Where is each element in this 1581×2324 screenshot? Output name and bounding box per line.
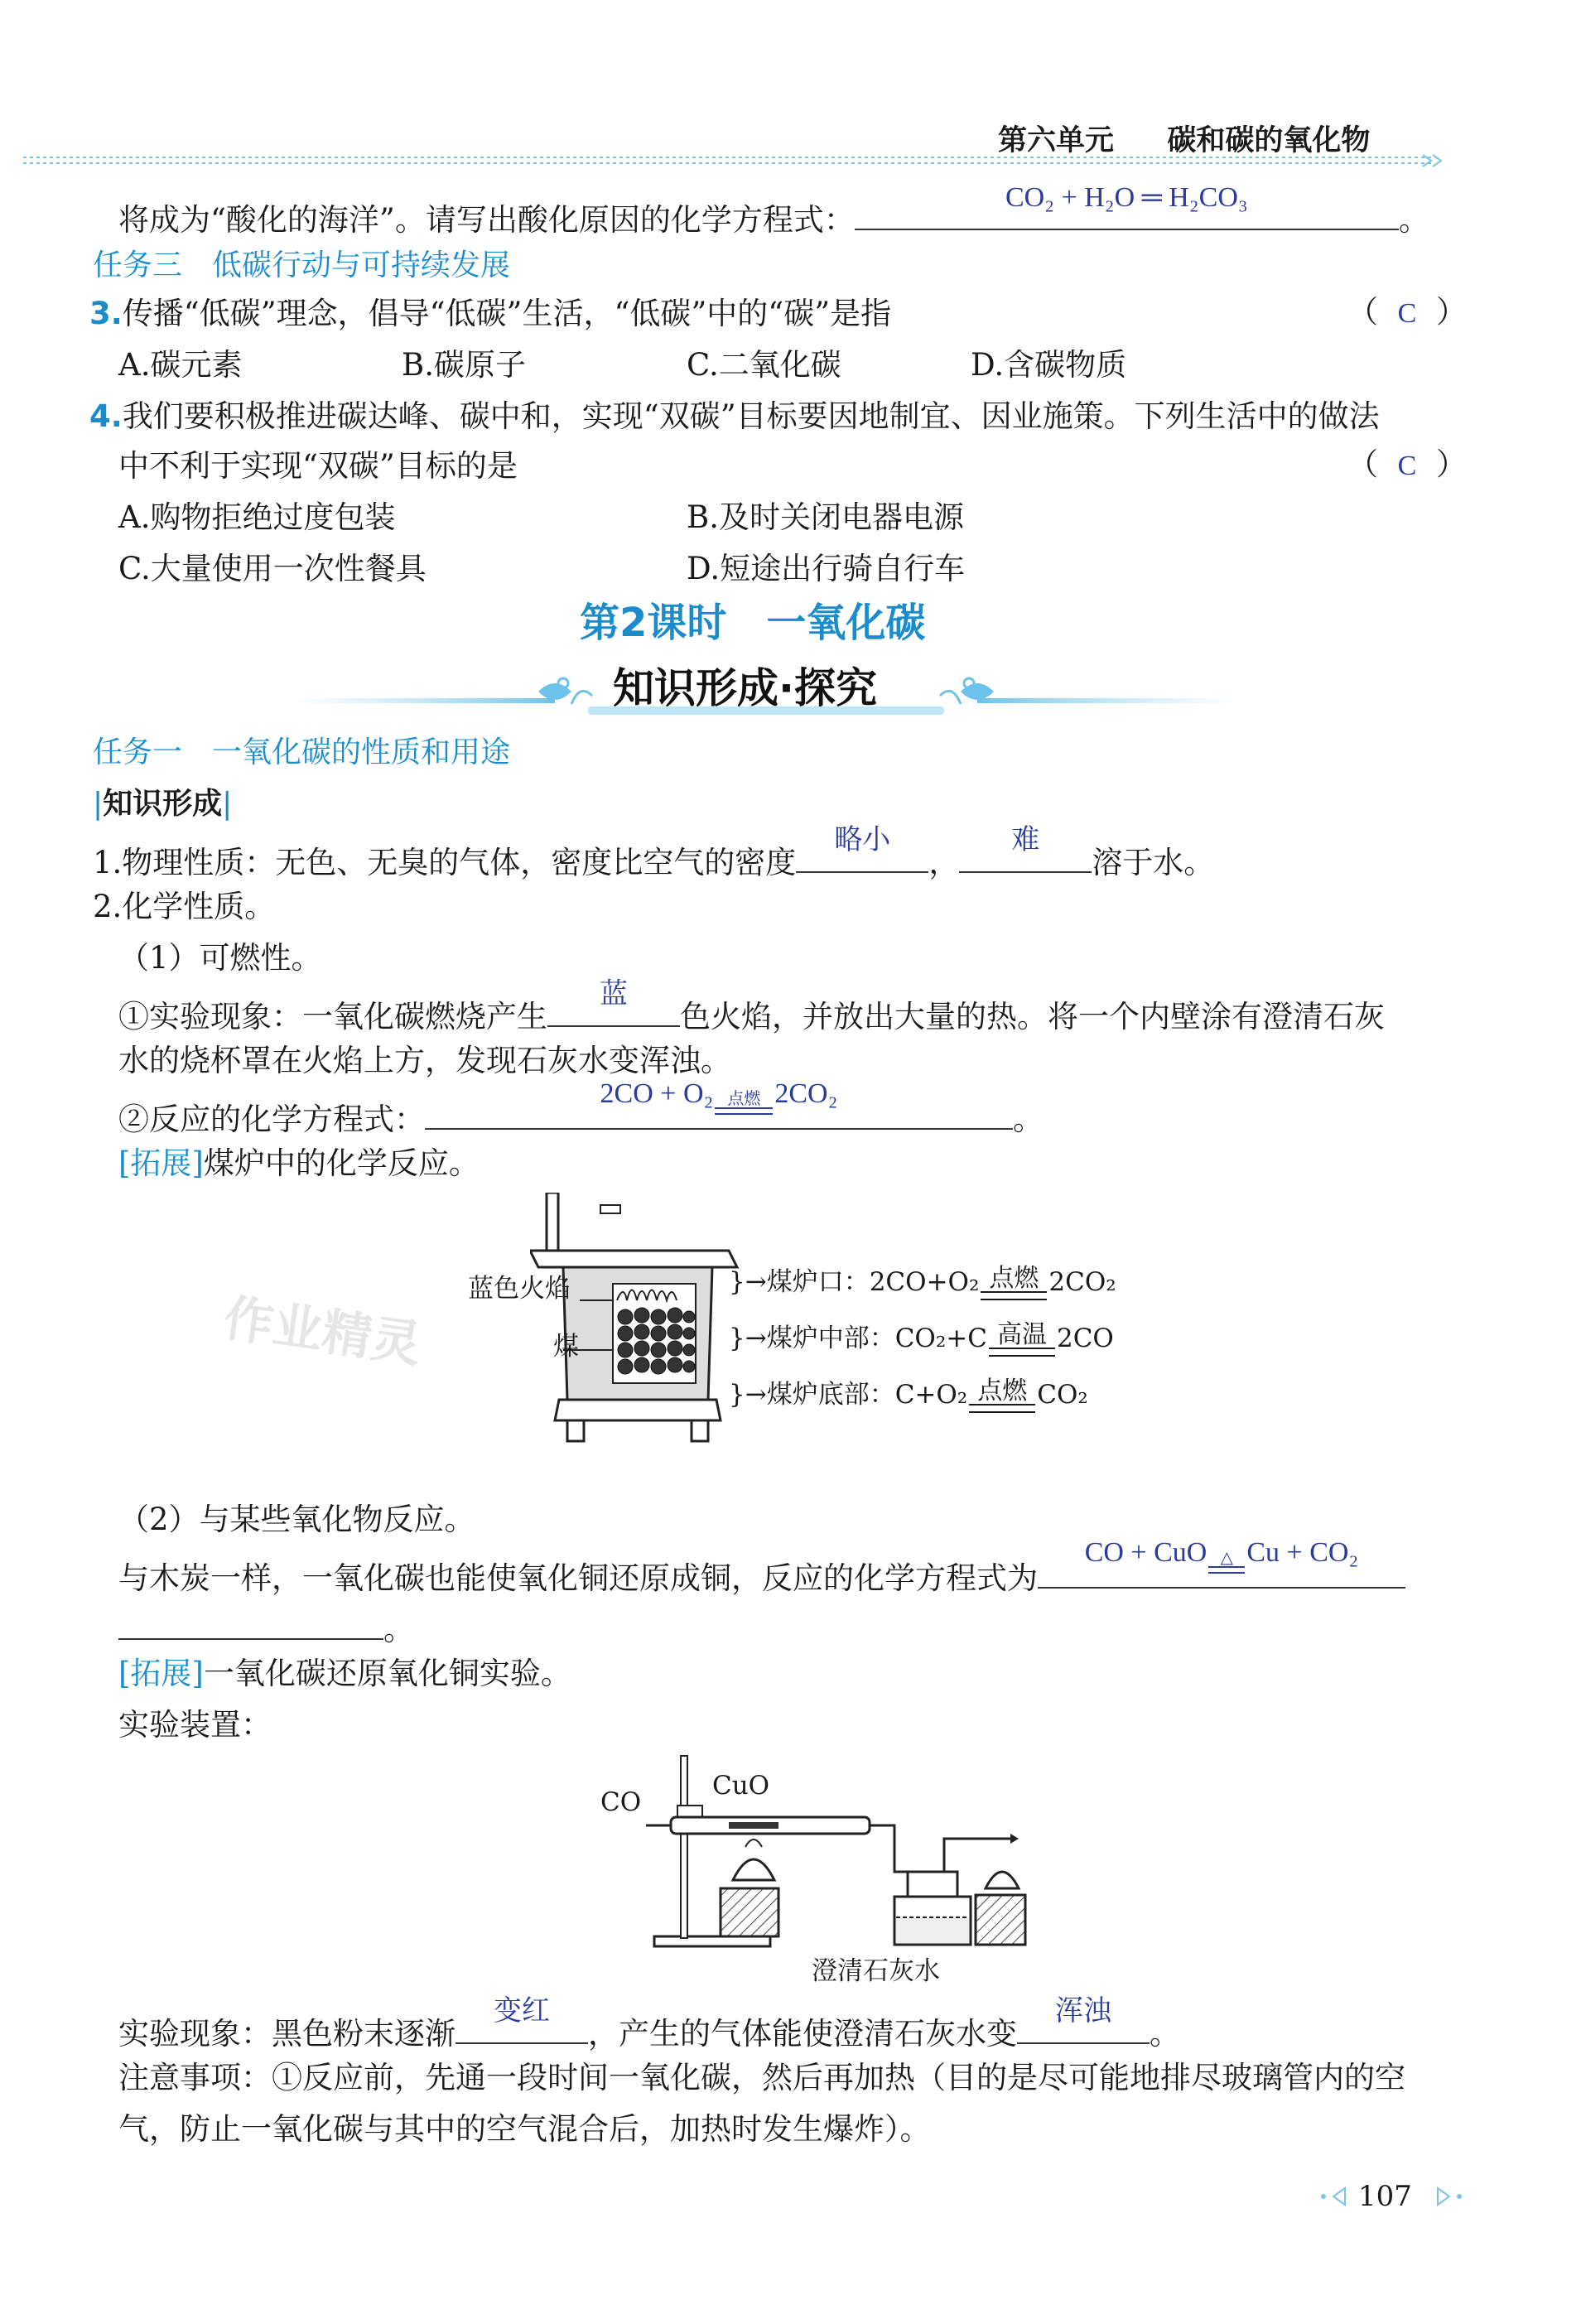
- powder-color-blank[interactable]: [456, 1996, 588, 2044]
- stove-mouth-arrow: 点燃: [981, 1266, 1047, 1300]
- eq1-arrow: [715, 1091, 773, 1115]
- limewater-blank[interactable]: [1017, 1996, 1150, 2044]
- eq1-lhs: 2CO + O₂: [600, 1078, 714, 1109]
- q3-option-b[interactable]: B.碳原子: [402, 347, 526, 383]
- cuo-arrow: [1208, 1550, 1245, 1574]
- cuo-reduction-line2: 。: [118, 1602, 414, 1651]
- q3-option-d[interactable]: D.含碳物质: [971, 347, 1127, 383]
- solubility-blank[interactable]: [959, 825, 1092, 873]
- header-topic: 碳和碳的氧化物: [1167, 124, 1371, 157]
- q3-option-c[interactable]: C.二氧化碳: [687, 347, 841, 383]
- chemical-properties: 2.化学性质。: [93, 889, 276, 924]
- question-4-line1: [89, 396, 1380, 437]
- density-answer: 略小: [834, 825, 891, 856]
- label-cuo: CuO: [712, 1771, 770, 1801]
- eq1-rhs: 2CO₂: [774, 1078, 838, 1109]
- knowledge-label: |知识形成|: [93, 787, 233, 821]
- cuo-reduction: 与木炭一样，一氧化碳也能使氧化铜还原成铜，反应的化学方程式为 CO + CuO △ Cu + CO₂: [118, 1550, 1405, 1599]
- precautions-line1: 注意事项：①反应前，先通一段时间一氧化碳，然后再加热（目的是尽可能地排尽玻璃管内的空: [118, 2060, 1405, 2095]
- q4-answer-paren[interactable]: （ C ）: [1347, 446, 1467, 482]
- apparatus-title: 实验装置：: [118, 1707, 272, 1743]
- header-unit: 第六单元: [998, 124, 1115, 157]
- q4-option-c[interactable]: C.大量使用一次性餐具: [118, 551, 427, 586]
- ocean-answer: CO₂ + H₂O ═ H₂CO₃: [1005, 182, 1248, 213]
- task3-title: 任务三 低碳行动与可持续发展: [93, 248, 511, 282]
- ocean-answer-blank[interactable]: [855, 182, 1399, 230]
- co-reduction-apparatus: [646, 1748, 1027, 1955]
- q3-stem: 传播“低碳”理念，倡导“低碳”生活，“低碳”中的“碳”是指: [122, 296, 892, 331]
- q4-option-b[interactable]: B.及时关闭电器电源: [687, 499, 964, 535]
- label-co: CO: [600, 1787, 642, 1817]
- cuo-phenomenon: 实验现象：黑色粉末逐渐 变红 ，产生的气体能使澄清石灰水变 浑浊 。: [118, 2006, 1180, 2055]
- combustion-phenomenon-line2: 水的烧杯罩在火焰上方，发现石灰水变浑浊。: [118, 1043, 731, 1078]
- combustion-equation: ②反应的化学方程式： 2CO + O₂ 点燃 2CO₂ 。: [118, 1092, 1044, 1140]
- powder-color-answer: 变红: [494, 1996, 550, 2027]
- cuo-condition: △: [1220, 1549, 1234, 1567]
- oxide-reaction-heading: （2）与某些氧化物反应。: [118, 1502, 475, 1537]
- cuo-equation-blank[interactable]: [1038, 1537, 1405, 1589]
- page-number: 107: [1358, 2180, 1412, 2213]
- extension-stove: [拓展]煤炉中的化学反应。: [118, 1145, 480, 1181]
- stove-middle-arrow: 高温: [989, 1323, 1055, 1357]
- q3-answer: C: [1397, 298, 1417, 329]
- q4-number: 4.: [89, 398, 123, 434]
- extension-cuo: [拓展]一氧化碳还原氧化铜实验。: [118, 1656, 571, 1691]
- q4-stem-1: 我们要积极推进碳达峰、碳中和，实现“双碳”目标要因地制宜、因业施策。下列生活中的做法: [122, 398, 1380, 434]
- label-coal: 煤: [553, 1332, 579, 1362]
- density-blank[interactable]: [796, 825, 928, 873]
- ocean-acidification-line: 将成为“酸化的海洋”。请写出酸化原因的化学方程式： CO₂ + H₂O ═ H₂CO₃ 。: [118, 192, 1429, 241]
- flame-color-blank[interactable]: [547, 979, 680, 1027]
- cuo-lhs: CO + CuO: [1084, 1537, 1207, 1568]
- header-dotted-line: [23, 152, 1448, 169]
- label-blue-flame: 蓝色火焰: [468, 1274, 571, 1304]
- precautions-line2: 气，防止一氧化碳与其中的空气混合后，加热时发生爆炸）。: [118, 2111, 931, 2147]
- q4-answer: C: [1397, 451, 1417, 481]
- question-4-line2: 中不利于实现“双碳”目标的是: [118, 448, 518, 484]
- lesson-title: 第2课时 一氧化碳: [580, 600, 926, 646]
- watermark: 作业精灵: [219, 1289, 426, 1375]
- banner-title: 知识形成·探究: [613, 664, 877, 712]
- stove-middle-reaction: }→煤炉中部：CO₂+C 高温 2CO: [729, 1307, 1114, 1370]
- physical-properties: 1.物理性质：无色、无臭的气体，密度比空气的密度 略小 ， 难 溶于水。: [93, 835, 1214, 884]
- cuo-rhs: Cu + CO₂: [1246, 1537, 1359, 1568]
- q3-answer-paren[interactable]: （ C ）: [1347, 294, 1467, 330]
- flame-color-answer: 蓝: [600, 979, 628, 1010]
- solubility-answer: 难: [1011, 825, 1040, 856]
- q4-option-d[interactable]: D.短途出行骑自行车: [687, 551, 966, 586]
- stove-bottom-arrow: 点燃: [969, 1379, 1035, 1413]
- q3-number: 3.: [89, 296, 123, 331]
- label-limewater: 澄清石灰水: [812, 1956, 940, 1986]
- limewater-answer: 浑浊: [1055, 1996, 1111, 2027]
- stove-bottom-reaction: }→煤炉底部：C+O₂ 点燃 CO₂: [729, 1363, 1088, 1426]
- task1-title: 任务一 一氧化碳的性质和用途: [93, 735, 511, 769]
- coal-stove-diagram: [530, 1193, 745, 1449]
- stove-mouth-reaction: }→煤炉口：2CO+O₂ 点燃 2CO₂: [729, 1251, 1116, 1314]
- q3-option-a[interactable]: A.碳元素: [118, 347, 243, 383]
- q4-option-a[interactable]: A.购物拒绝过度包装: [118, 499, 396, 535]
- question-3: [89, 293, 891, 335]
- combustion-phenomenon: ①实验现象：一氧化碳燃烧产生 蓝 色火焰，并放出大量的热。将一个内壁涂有澄清石灰: [118, 989, 1385, 1038]
- eq1-condition: 点燃: [727, 1090, 761, 1108]
- combustibility: （1）可燃性。: [118, 940, 322, 976]
